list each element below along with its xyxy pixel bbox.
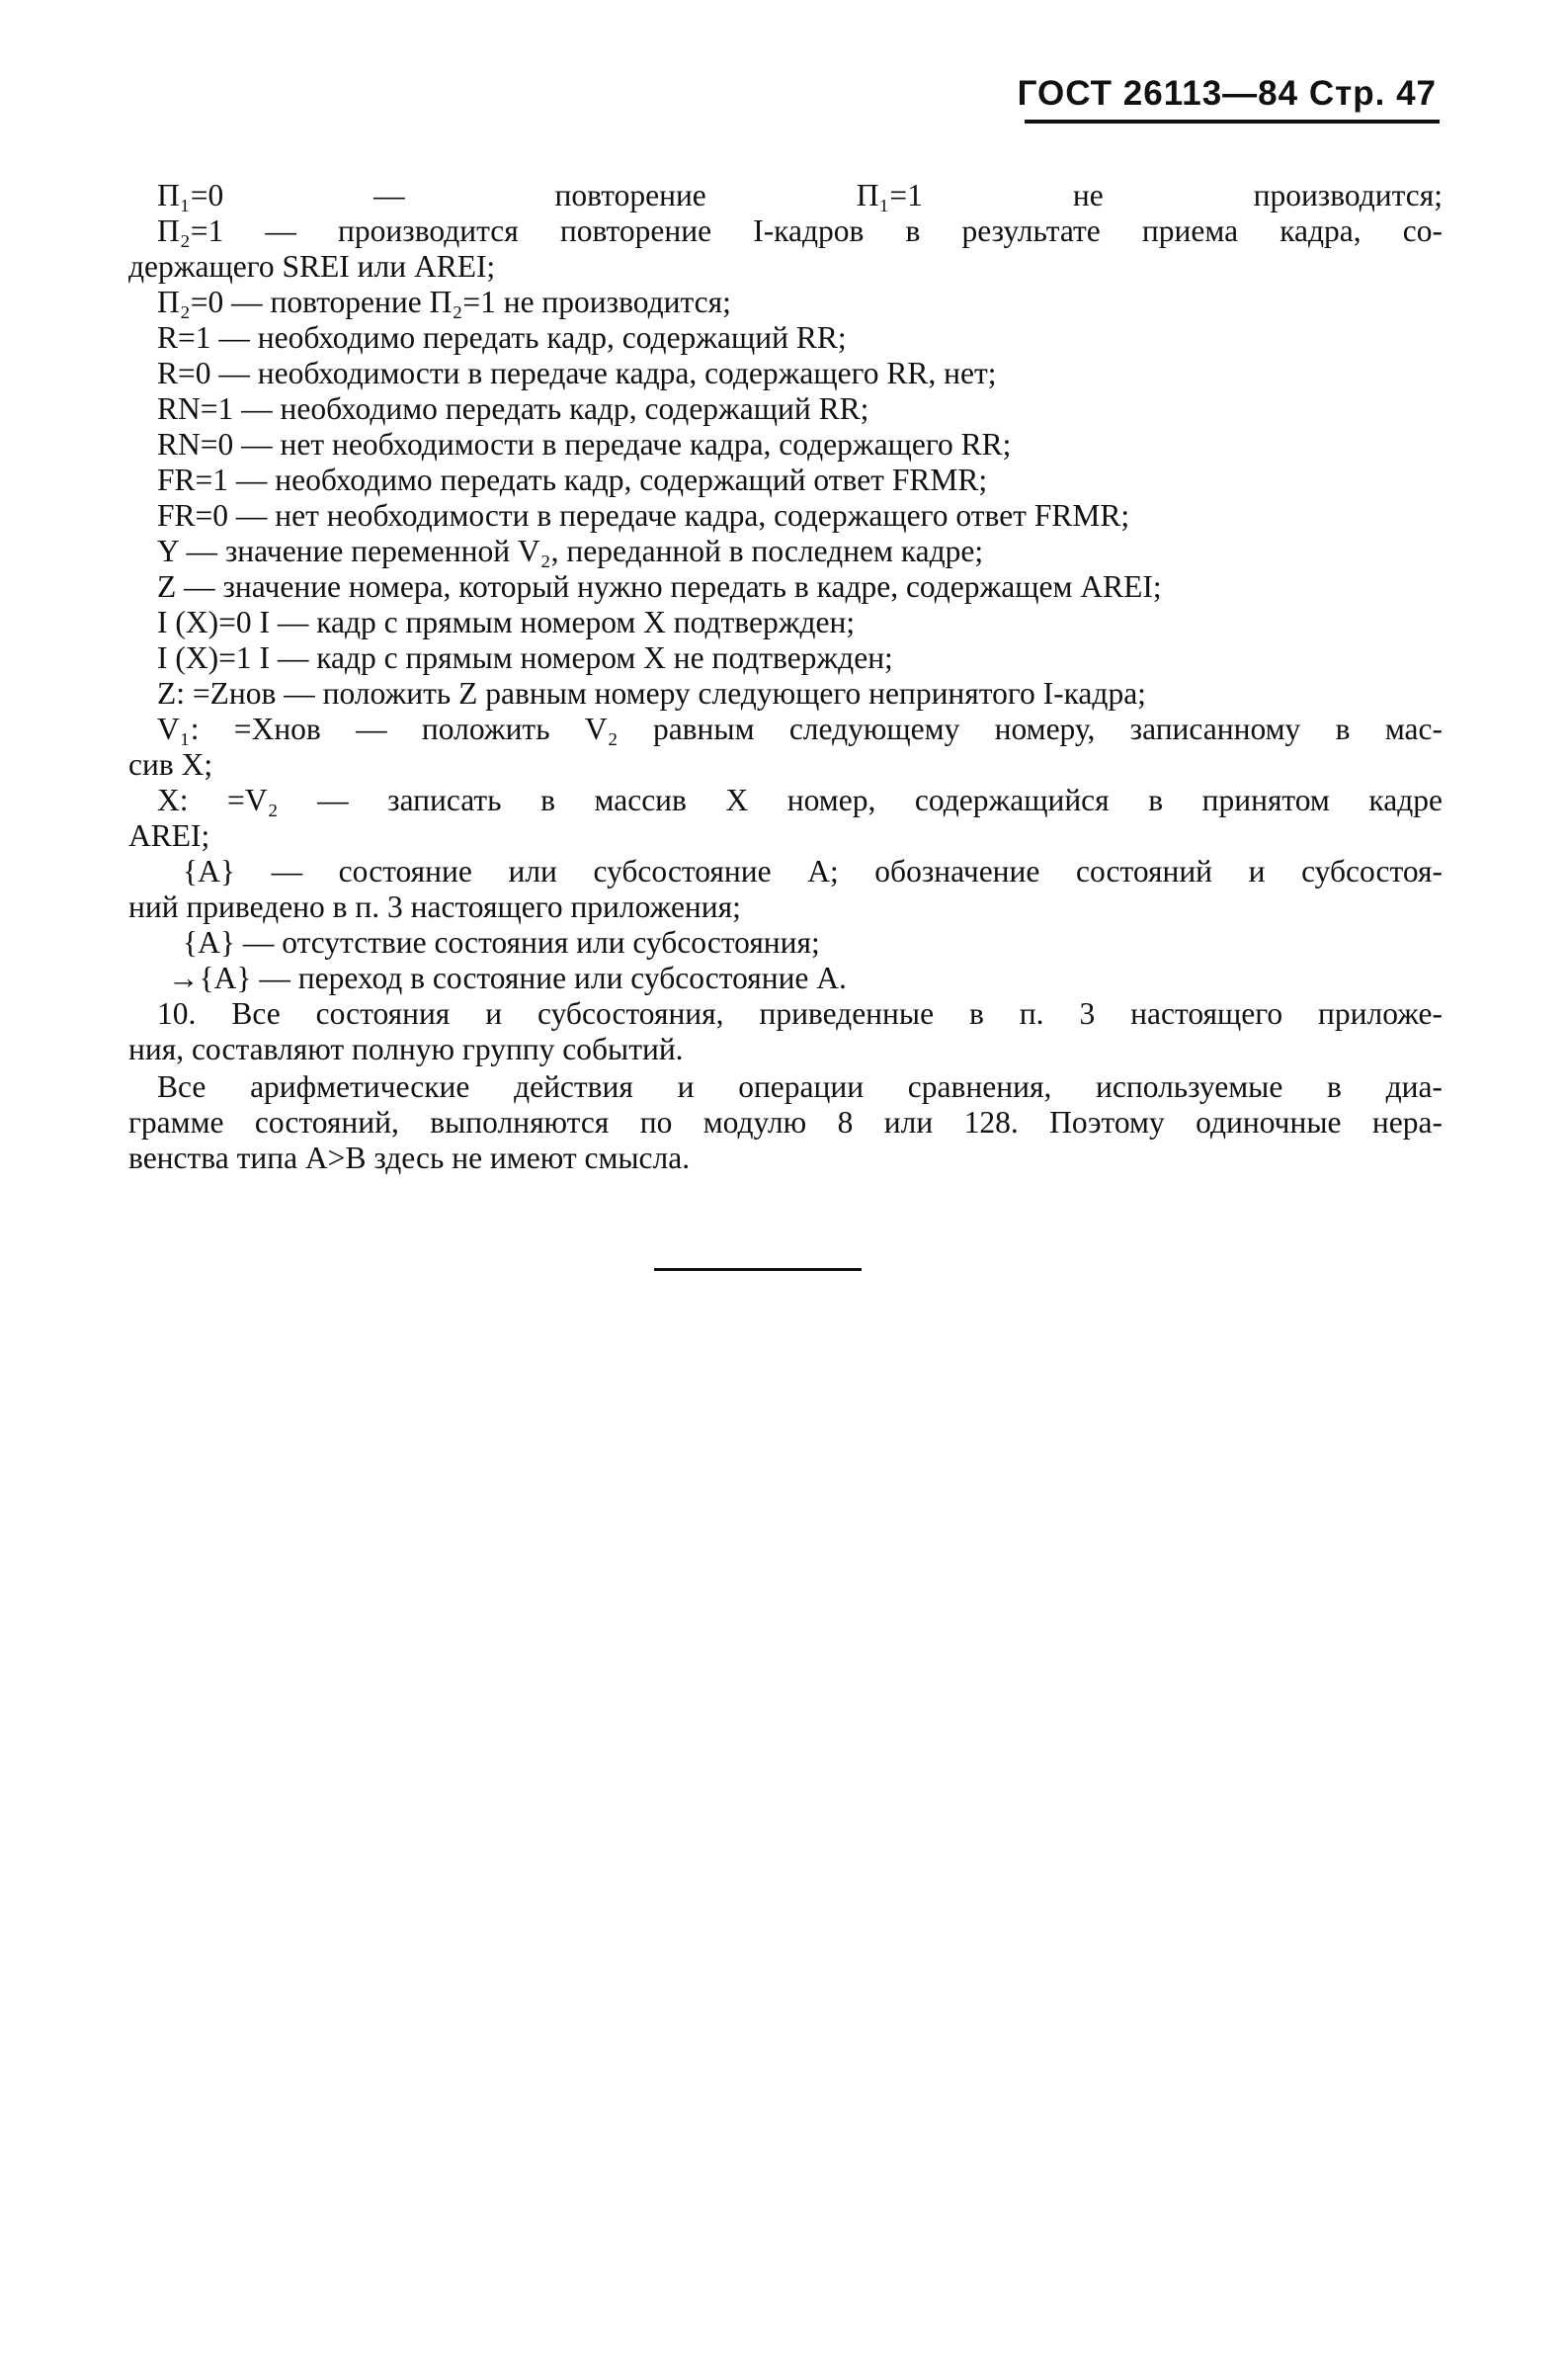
closing-paragraph-line: грамме состояний, выполняются по модулю 8 или 128. Поэтому одиночные нера- — [128, 1105, 1443, 1140]
definition-line: {A} — отсутствие состояния или субсостояния; — [183, 925, 820, 960]
definition-line: FR=1 — необходимо передать кадр, содержащий ответ FRMR; — [157, 463, 988, 497]
definition-line: FR=0 — нет необходимости в передаче кадра, содержащего ответ FRMR; — [157, 498, 1130, 533]
definition-line: П₂=0 — повторение П₂=1 не производится; — [157, 285, 731, 319]
definition-line: ний приведено в п. 3 настоящего приложения; — [128, 889, 741, 924]
definition-line: сив X; — [128, 747, 213, 782]
page-header: ГОСТ 26113—84 Стр. 47 — [1017, 74, 1437, 113]
header-rule — [1025, 120, 1440, 124]
definition-line: X: =V₂ — записать в массив X номер, содержащийся в принятом кадре — [157, 783, 1443, 817]
definition-line: Z — значение номера, который нужно передать в кадре, содержащем AREI; — [157, 569, 1162, 604]
closing-paragraph-line: венства типа A>B здесь не имеют смысла. — [128, 1141, 691, 1175]
item-10-line: 10. Все состояния и субсостояния, приведенные в п. 3 настоящего приложе- — [157, 996, 1443, 1031]
definition-line: I (X)=1 I — кадр с прямым номером X не подтвержден; — [157, 640, 893, 675]
definition-line: R=1 — необходимо передать кадр, содержащий RR; — [157, 320, 847, 355]
document-body — [128, 178, 1443, 1176]
definition-line: RN=1 — необходимо передать кадр, содержащий RR; — [157, 391, 869, 426]
definition-line: П₁=0 — повторение П₁=1 не производится; — [157, 178, 1443, 212]
definition-line: AREI; — [128, 818, 210, 853]
definition-line: П₂=1 — производится повторение I-кадров в результате приема кадра, со- — [157, 213, 1443, 248]
definition-line: Z: =Zнов — положить Z равным номеру следующего непринятого I-кадра; — [157, 676, 1146, 711]
closing-paragraph-line: Все арифметические действия и операции сравнения, используемые в диа- — [157, 1069, 1443, 1104]
item-10-line: ния, составляют полную группу событий. — [128, 1032, 684, 1066]
definition-line: {A} — состояние или субсостояние A; обозначение состояний и субсостоя- — [183, 854, 1443, 889]
definition-line: V₁: =Xнов — положить V₂ равным следующему номеру, записанному в мас- — [157, 712, 1443, 746]
definition-line: Y — значение переменной V₂, переданной в последнем кадре; — [157, 534, 984, 568]
definition-line: RN=0 — нет необходимости в передаче кадра, содержащего RR; — [157, 427, 1012, 462]
definition-line: →{A} — переход в состояние или субсостояние A. — [168, 961, 847, 995]
definition-line: R=0 — необходимости в передаче кадра, содержащего RR, нет; — [157, 356, 997, 390]
section-divider — [654, 1268, 862, 1271]
definition-line: I (X)=0 I — кадр с прямым номером X подтвержден; — [157, 605, 856, 639]
definition-line: держащего SREI или AREI; — [128, 249, 496, 284]
